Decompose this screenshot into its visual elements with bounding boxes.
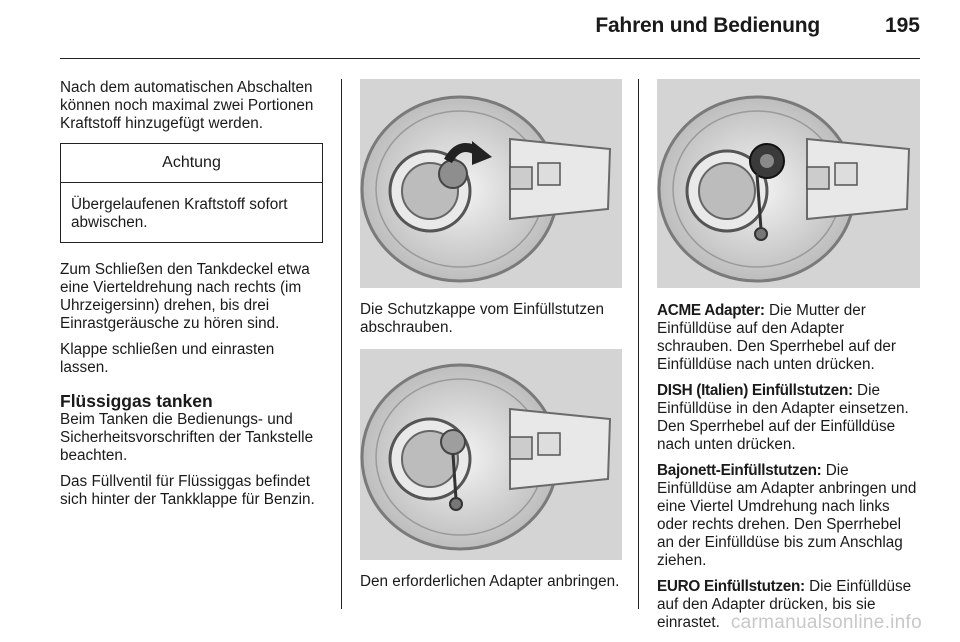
caption-cap-removal: Die Schutzkappe vom Einfüllstutzen abschrauben. bbox=[360, 301, 605, 336]
caption-adapter-fitting: Den erforderlichen Adapter anbringen. bbox=[360, 573, 620, 590]
column-middle bbox=[360, 79, 622, 599]
instruction-acme-lead: ACME Adapter: bbox=[657, 302, 765, 319]
valve-paragraph: Das Füllventil für Flüssiggas befindet sich hinter der Tankklappe für Benzin. bbox=[60, 473, 315, 508]
photo-adapter-fitting bbox=[360, 349, 622, 560]
instruction-acme-text: Die Mutter der Einfülldüse auf den Adapter schrauben. Den Sperrhebel auf der Einfülldüse nach unten drücken. bbox=[657, 302, 896, 373]
warning-heading: Achtung bbox=[61, 144, 322, 183]
safety-paragraph: Beim Tanken die Bedienungs- und Sicherheitsvorschriften der Tankstelle beachten. bbox=[60, 411, 314, 464]
instruction-bayonet bbox=[657, 462, 920, 570]
watermark-text: carmanualsonline.info bbox=[730, 612, 922, 633]
section-heading: Flüssiggas tanken bbox=[60, 391, 213, 411]
warning-text: Übergelaufenen Kraftstoff sofort abwischen. bbox=[71, 196, 288, 231]
warning-box bbox=[60, 143, 323, 243]
page-title: Fahren und Bedienung bbox=[595, 14, 820, 37]
instruction-bayonet-text: Die Einfülldüse am Adapter anbringen und eine Viertel Umdrehung nach links oder rechts drehen. Den Sperrhebel an der Einfülldüse bis zum Anschlag ziehen. bbox=[657, 462, 917, 569]
column-left bbox=[60, 79, 326, 517]
instruction-dish-text: Die Einfülldüse in den Adapter einsetzen. Den Sperrhebel auf der Einfülldüse nach unten drücken. bbox=[657, 382, 909, 453]
instruction-bayonet-lead: Bajonett-Einfüllstutzen: bbox=[657, 462, 822, 479]
close-paragraph: Zum Schließen den Tankdeckel etwa eine Vierteldrehung nach rechts (im Uhrzeigersinn) drehen, bis drei Einrastgeräusche zu hören sind. bbox=[60, 261, 310, 332]
photo-cap-removal bbox=[360, 79, 622, 288]
column-divider-1 bbox=[341, 79, 342, 609]
instruction-dish bbox=[657, 382, 920, 454]
photo-adapter-mounted bbox=[657, 79, 920, 288]
instruction-dish-lead: DISH (Italien) Einfüllstutzen: bbox=[657, 382, 853, 399]
column-divider-2 bbox=[638, 79, 639, 609]
header-divider bbox=[60, 58, 920, 59]
intro-paragraph: Nach dem automatischen Abschalten können noch maximal zwei Portionen Kraftstoff hinzugefügt werden. bbox=[60, 79, 314, 132]
instruction-euro-text: Die Einfülldüse auf den Adapter drücken, bis sie einrastet. bbox=[657, 578, 912, 631]
flap-paragraph: Klappe schließen und einrasten lassen. bbox=[60, 341, 275, 376]
page-number: 195 bbox=[884, 14, 920, 37]
instruction-acme bbox=[657, 302, 920, 374]
column-right bbox=[657, 79, 920, 640]
instruction-euro-lead: EURO Einfüllstutzen: bbox=[657, 578, 805, 595]
